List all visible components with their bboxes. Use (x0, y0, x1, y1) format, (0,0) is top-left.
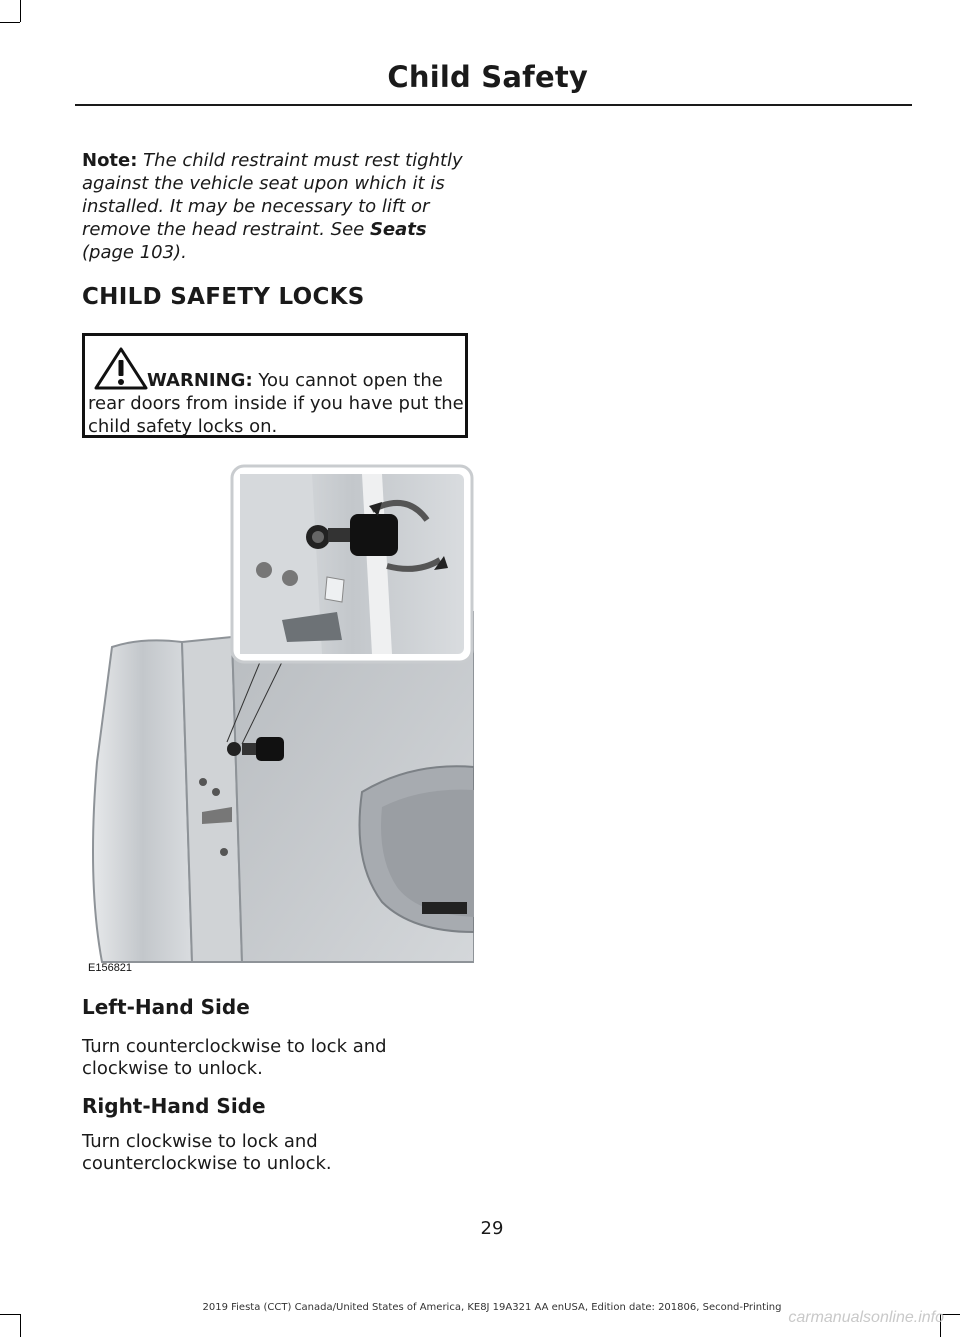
right-hand-side-text: Turn clockwise to lock and counterclockwise to unlock. (82, 1131, 332, 1174)
warning-body: You cannot open the rear doors from inside if you have put the child safety locks on. (88, 370, 464, 437)
figure-id: E156821 (88, 962, 133, 974)
note-paragraph (82, 149, 477, 264)
warning-box (82, 333, 468, 438)
crop-mark (20, 0, 21, 22)
note-page-ref: (page 103). (82, 242, 187, 263)
left-hand-side-heading: Left-Hand Side (82, 995, 250, 1019)
warning-label: WARNING: (147, 370, 253, 391)
right-hand-side-heading: Right-Hand Side (82, 1094, 266, 1118)
watermark: carmanualsonline.info (788, 1309, 944, 1326)
crop-mark (0, 22, 20, 23)
edition-footer: 2019 Fiesta (CCT) Canada/United States of America, KE8J 19A321 AA enUSA, Edition date: 201806, Second-Printing (202, 1302, 782, 1313)
crop-mark (20, 1314, 21, 1337)
note-text: The child restraint must rest tightly against the vehicle seat upon which it is installed. It may be necessary to lift or remove the head restraint. See (82, 150, 463, 240)
page-header-title: Child Safety (387, 60, 588, 94)
note-label: Note: (82, 150, 138, 171)
crop-mark (0, 1314, 20, 1315)
seats-cross-reference[interactable]: Seats (369, 219, 427, 240)
page-number: 29 (480, 1218, 504, 1239)
child-lock-illustration (82, 462, 474, 980)
warning-text (88, 369, 470, 438)
left-hand-side-text: Turn counterclockwise to lock and clockwise to unlock. (82, 1036, 387, 1079)
section-title: CHILD SAFETY LOCKS (82, 284, 365, 310)
header-divider (75, 104, 912, 106)
